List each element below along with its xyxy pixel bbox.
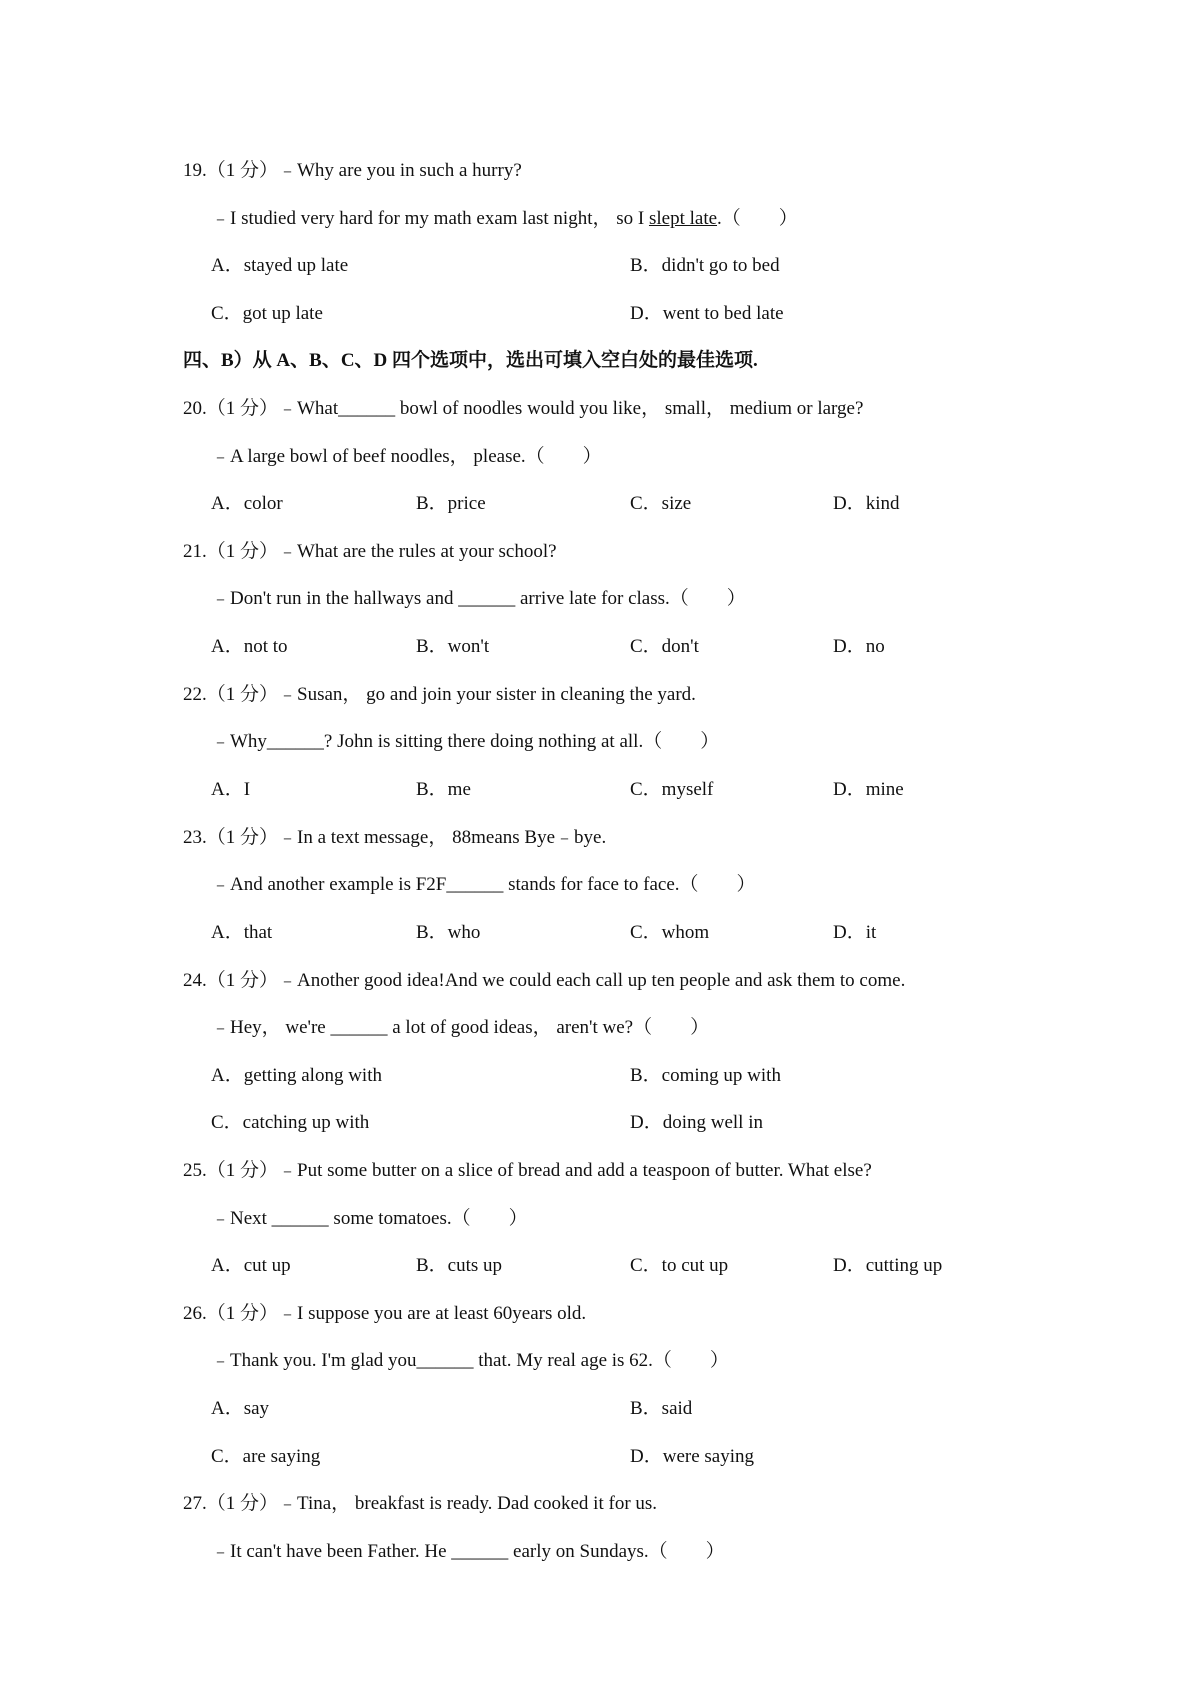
question-24-option-c: C．catching up with	[211, 1112, 370, 1133]
question-25-option-b: B．cuts up	[416, 1255, 503, 1276]
question-20-option-a: A．color	[211, 493, 283, 514]
question-24-answer: ﹣Hey， we're ______ a lot of good ideas， aren't we?（ ）	[211, 1017, 710, 1038]
question-19-option-b: B．didn't go to bed	[630, 255, 780, 276]
question-27-answer: ﹣It can't have been Father. He ______ early on Sundays.（ ）	[211, 1541, 725, 1562]
question-26-option-c: C．are saying	[211, 1446, 321, 1467]
question-23-option-c: C．whom	[630, 922, 710, 943]
question-20-option-c: C．size	[630, 493, 692, 514]
question-20-prompt: 20.（1 分）﹣What______ bowl of noodles would you like， small， medium or large?	[183, 398, 864, 419]
question-19-option-a: A．stayed up late	[211, 255, 349, 276]
question-26-option-a: A．say	[211, 1398, 270, 1419]
question-20-answer: ﹣A large bowl of beef noodles， please.（ ）	[211, 446, 602, 467]
question-25-answer: ﹣Next ______ some tomatoes.（ ）	[211, 1208, 528, 1229]
question-27-prompt: 27.（1 分）﹣Tina， breakfast is ready. Dad cooked it for us.	[183, 1493, 658, 1514]
answer-text: ﹣I studied very hard for my math exam last night， so I	[211, 208, 649, 229]
question-20-option-d: D．kind	[833, 493, 900, 514]
question-26-option-d: D．were saying	[630, 1446, 754, 1467]
question-25-option-a: A．cut up	[211, 1255, 291, 1276]
question-23-option-a: A．that	[211, 922, 273, 943]
question-21-option-c: C．don't	[630, 636, 699, 657]
question-21-prompt: 21.（1 分）﹣What are the rules at your school?	[183, 541, 557, 562]
question-25-prompt: 25.（1 分）﹣Put some butter on a slice of bread and add a teaspoon of butter. What else?	[183, 1160, 872, 1181]
question-26-option-b: B．said	[630, 1398, 693, 1419]
question-22-answer: ﹣Why______? John is sitting there doing nothing at all.（ ）	[211, 731, 720, 752]
question-21-option-d: D．no	[833, 636, 885, 657]
section-header: 四、B）从 A、B、C、D 四个选项中，选出可填入空白处的最佳选项.	[183, 350, 758, 371]
question-19-option-c: C．got up late	[211, 303, 323, 324]
question-22-option-c: C．myself	[630, 779, 714, 800]
question-26-answer: ﹣Thank you. I'm glad you______ that. My real age is 62.（ ）	[211, 1350, 729, 1371]
question-22-option-b: B．me	[416, 779, 471, 800]
question-22-option-d: D．mine	[833, 779, 904, 800]
question-21-answer: ﹣Don't run in the hallways and ______ arrive late for class.（ ）	[211, 588, 746, 609]
question-23-answer: ﹣And another example is F2F______ stands for face to face.（ ）	[211, 874, 756, 895]
question-21-option-a: A．not to	[211, 636, 288, 657]
question-24-option-a: A．getting along with	[211, 1065, 382, 1086]
question-19-option-d: D．went to bed late	[630, 303, 784, 324]
question-21-option-b: B．won't	[416, 636, 490, 657]
question-22-prompt: 22.（1 分）﹣Susan， go and join your sister in cleaning the yard.	[183, 684, 696, 705]
underlined-phrase: slept late	[648, 208, 718, 229]
question-23-option-d: D．it	[833, 922, 877, 943]
question-23-prompt: 23.（1 分）﹣In a text message， 88means Bye﹣bye.	[183, 827, 607, 848]
answer-bracket: .（ ）	[717, 208, 798, 229]
question-23-option-b: B．who	[416, 922, 481, 943]
question-19-answer	[211, 207, 1200, 231]
question-24-option-b: B．coming up with	[630, 1065, 781, 1086]
question-24-option-d: D．doing well in	[630, 1112, 763, 1133]
question-22-option-a: A．I	[211, 779, 251, 800]
question-24-prompt: 24.（1 分）﹣Another good idea!And we could each call up ten people and ask them to come.	[183, 970, 906, 991]
question-20-option-b: B．price	[416, 493, 486, 514]
question-25-option-c: C．to cut up	[630, 1255, 729, 1276]
question-25-option-d: D．cutting up	[833, 1255, 943, 1276]
question-19-prompt: 19.（1 分）﹣Why are you in such a hurry?	[183, 160, 522, 181]
question-26-prompt: 26.（1 分）﹣I suppose you are at least 60years old.	[183, 1303, 587, 1324]
